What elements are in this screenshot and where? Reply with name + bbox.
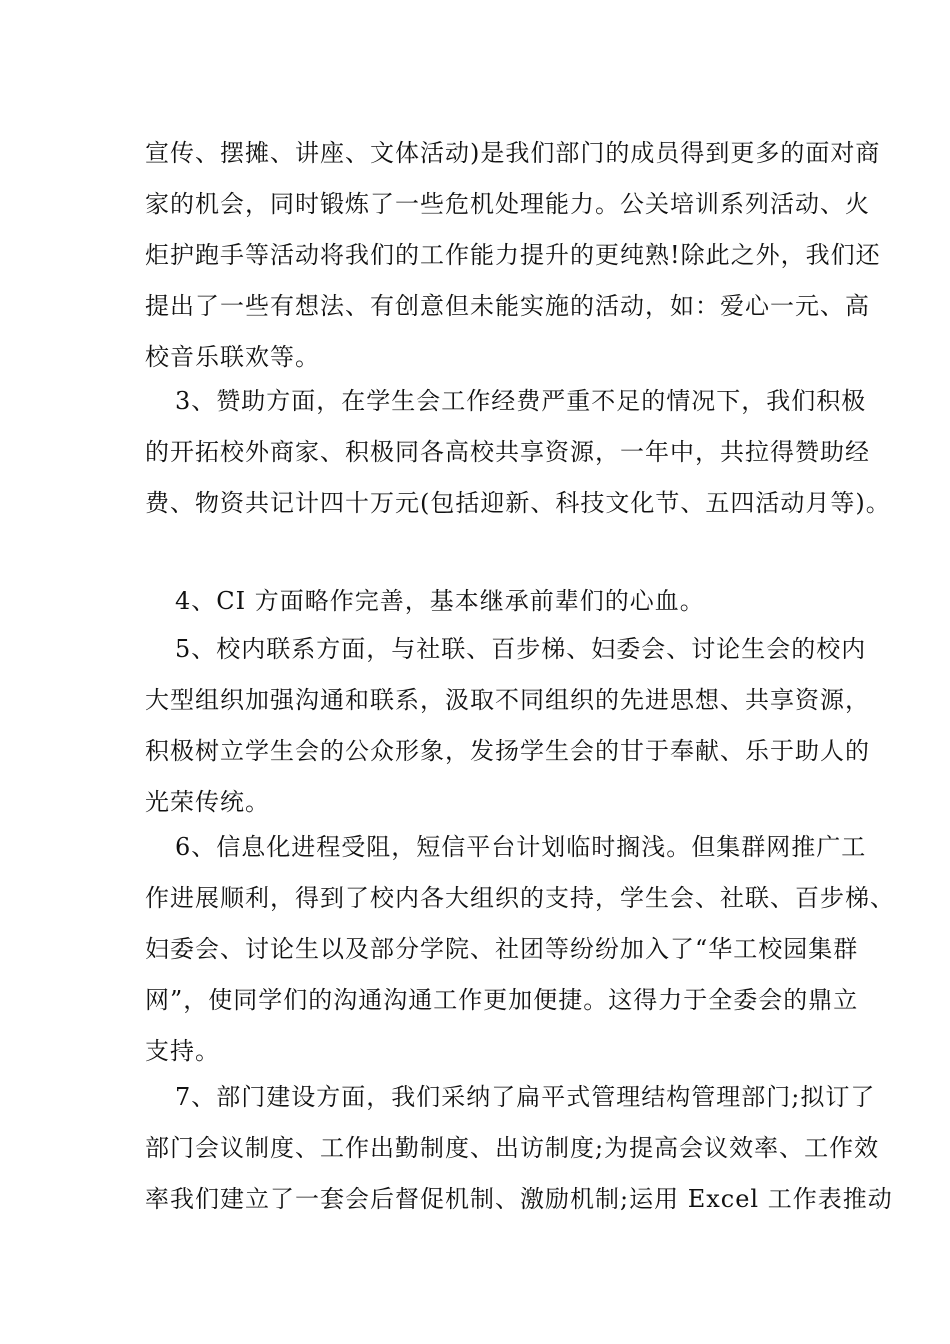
- paragraph-line: 的开拓校外商家、积极同各高校共享资源，一年中，共拉得赞助经: [145, 438, 870, 466]
- paragraph-7-department-building: [145, 1072, 893, 1225]
- paragraph-line: 妇委会、讨论生以及部分学院、社团等纷纷加入了“华工校园集群: [145, 935, 859, 963]
- paragraph-line: 7、部门建设方面，我们采纳了扁平式管理结构管理部门;拟订了: [175, 1083, 876, 1111]
- paragraph-line: 率我们建立了一套会后督促机制、激励机制;运用 Excel 工作表推动: [145, 1185, 893, 1213]
- paragraph-5-liaison: [145, 624, 870, 828]
- paragraph-line: 积极树立学生会的公众形象，发扬学生会的甘于奉献、乐于助人的: [145, 737, 870, 765]
- paragraph-line: 家的机会，同时锻炼了一些危机处理能力。公关培训系列活动、火: [145, 190, 870, 218]
- paragraph-3-sponsorship: [145, 376, 891, 529]
- paragraph-line: 5、校内联系方面，与社联、百步梯、妇委会、讨论生会的校内: [175, 635, 867, 663]
- paragraph-line: 网”，使同学们的沟通沟通工作更加便捷。这得力于全委会的鼎立: [145, 986, 859, 1014]
- paragraph-line: 3、赞助方面，在学生会工作经费严重不足的情况下，我们积极: [175, 387, 867, 415]
- paragraph-1: [145, 128, 881, 383]
- paragraph-line: 宣传、摆摊、讲座、文体活动)是我们部门的成员得到更多的面对商: [145, 139, 881, 167]
- paragraph-line: 炬护跑手等活动将我们的工作能力提升的更纯熟!除此之外，我们还: [145, 241, 881, 269]
- paragraph-line: 部门会议制度、工作出勤制度、出访制度;为提高会议效率、工作效: [145, 1134, 880, 1162]
- paragraph-line: 4、CI 方面略作完善，基本继承前辈们的心血。: [175, 587, 705, 615]
- paragraph-line: 作进展顺利，得到了校内各大组织的支持，学生会、社联、百步梯、: [145, 884, 895, 912]
- paragraph-line: 6、信息化进程受阻，短信平台计划临时搁浅。但集群网推广工: [175, 833, 867, 861]
- paragraph-line: 校音乐联欢等。: [145, 343, 320, 371]
- paragraph-6-informatization: [145, 822, 895, 1077]
- paragraph-line: 费、物资共记计四十万元(包括迎新、科技文化节、五四活动月等)。: [145, 489, 891, 517]
- paragraph-line: 支持。: [145, 1037, 220, 1065]
- paragraph-line: 大型组织加强沟通和联系，汲取不同组织的先进思想、共享资源，: [145, 686, 870, 714]
- paragraph-line: 提出了一些有想法、有创意但未能实施的活动，如：爱心一元、高: [145, 292, 870, 320]
- paragraph-line: 光荣传统。: [145, 788, 270, 816]
- paragraph-4-ci: [145, 576, 825, 627]
